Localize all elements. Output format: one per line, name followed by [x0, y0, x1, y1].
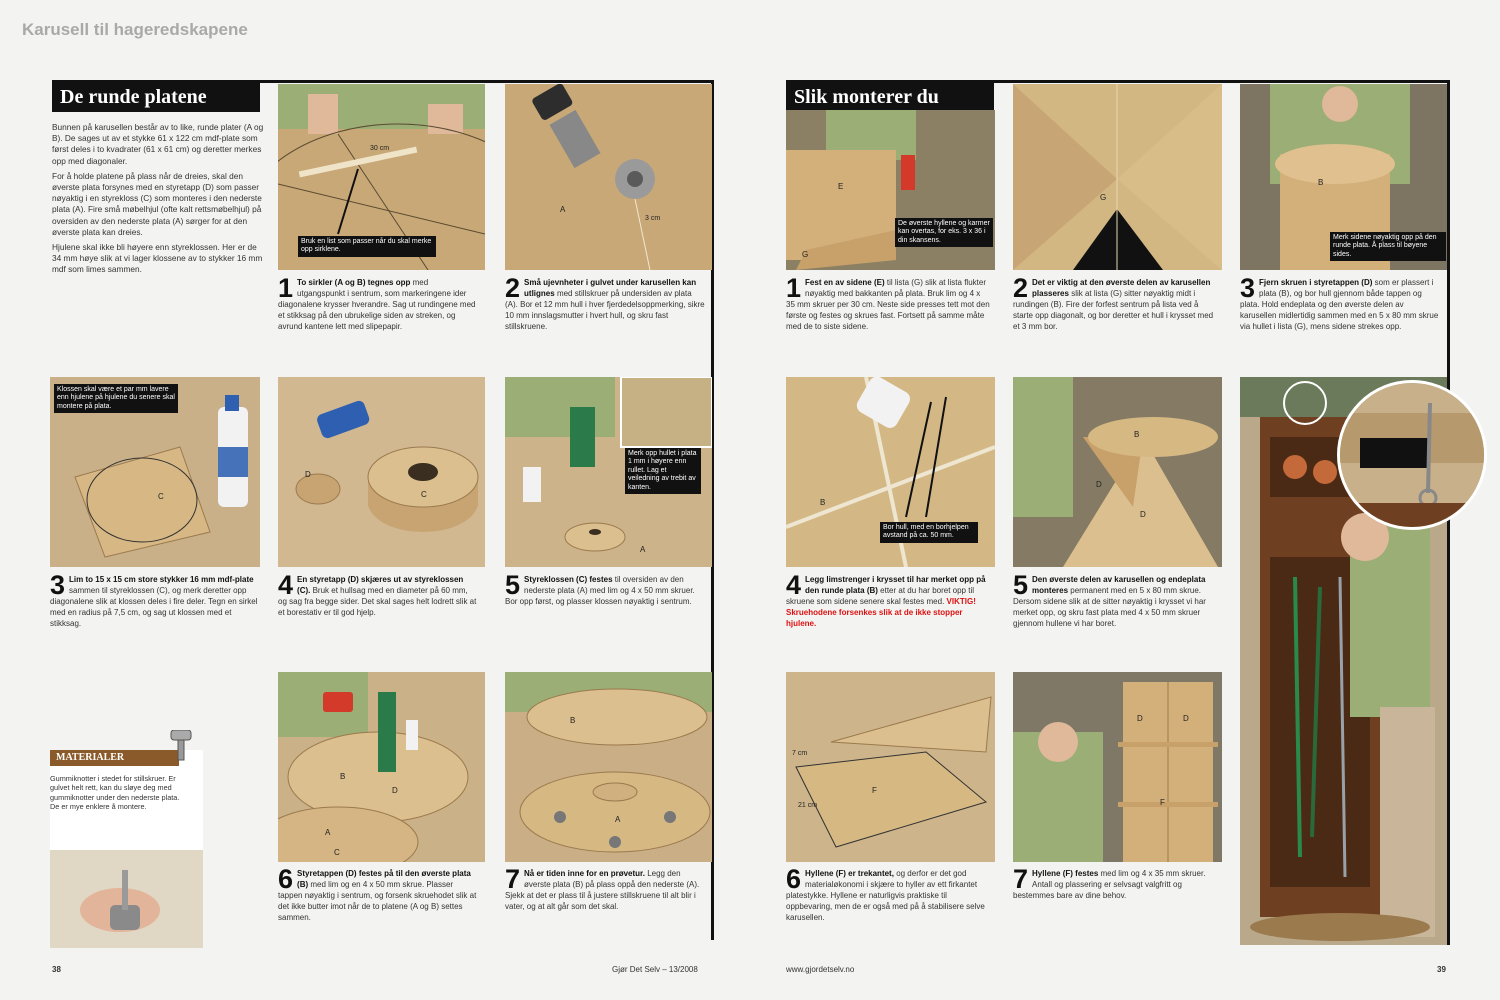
step-title: Nå er tiden inne for en prøvetur. — [524, 869, 645, 878]
left-page-number: 38 — [52, 965, 61, 974]
photo-r6-label-f: F — [872, 786, 877, 795]
photo-6-label-a: A — [325, 828, 331, 837]
step-body: som er plassert i plata (B), og bor hull gjennom både tappen og plata. Hold endeplata og den øverste delen av karusellen midlertidig sammen med en 5 x 80 mm skrue via hullet i lista (G), mens sidene strekes opp. — [1240, 278, 1439, 332]
step-title: Lim to 15 x 15 cm store stykker 16 mm mdf-plate — [69, 575, 254, 584]
step-body: etter at du har boret opp til skruene som sidene senere skal festes med. — [786, 586, 974, 607]
photo-r6-measure2: 21 cm — [798, 802, 818, 809]
step-title: Den øverste delen av karusellen og endeplata monteres — [1032, 575, 1206, 596]
photo-r5-label-d2: D — [1140, 510, 1146, 519]
step-7 — [505, 864, 705, 912]
step-title: To sirkler (A og B) tegnes opp — [297, 278, 411, 287]
step-number: 6 — [278, 864, 294, 894]
photo-r6-measure1: 7 cm — [792, 750, 808, 757]
step-title: Fjern skruen i styretappen (D) — [1259, 278, 1373, 287]
photo-r1-label-g: G — [802, 250, 809, 259]
step-5 — [505, 570, 705, 607]
step-body: med utgangspunkt i sentrum, som markeringene ider diagonalene krysser hverandre. Sag ut rundingene med et stikksag på den ubrukelige siden av streken, og avrund kantene lett med slipepapir. — [278, 278, 476, 332]
photo-3-label: C — [158, 492, 164, 501]
step-title: Det er viktig at den øverste delen av karusellen plasseres — [1032, 278, 1211, 299]
step-body: Legg den øverste plata (B) på plass oppå den nederste (A). Sjekk at det er plass til å justere stillskruene til alt blir i vater, og at alt går som det skal. — [505, 869, 700, 912]
step-body: og derfor er det god materialøkonomi i skjære to hyller av ett firkantet platestykke. Hyllene er naturligvis praktiske til oppbevaring, men de er også med på å stabilisere selve karusellen. — [786, 869, 985, 923]
photo-r-step-6 — [786, 672, 995, 862]
photo-6-label-c: C — [334, 848, 340, 857]
materials-box — [50, 750, 203, 948]
step-number: 1 — [786, 273, 802, 303]
left-footer-magazine: Gjør Det Selv – 13/2008 — [612, 965, 698, 974]
step-body: til lista (G) slik at lista flukter nøyaktig med bakkanten på plata. Bruk lim og 4 x 35 mm skruer per 30 cm. Neste side presses tett mot den første og festes og skrues fast. Fortsett på samme måte med de to siste sidene. — [786, 278, 990, 332]
step-body: med stillskruer på undersiden av plata (A). Bor et 12 mm hull i hver fjerdedelsoppmerking, sikre 10 mm innslagsmutter i hvert hull, og skru fast stillskruene. — [505, 289, 705, 332]
photo-4-label-c: C — [421, 490, 427, 499]
photo-step-2 — [505, 84, 712, 270]
photo-r1-label-e: E — [838, 182, 844, 191]
photo-5-caption: Merk opp hullet i plata 1 mm i høyere enn rullet. Lag et veiledning av trebit av kanten. — [625, 448, 701, 494]
step-r-3 — [1240, 273, 1440, 332]
detail-inset-circle — [1337, 380, 1487, 530]
materials-photo — [50, 850, 203, 948]
step-2 — [505, 273, 705, 332]
step-r-7 — [1013, 864, 1218, 901]
step-body: til oversiden av den nederste plata (A) med lim og 4 x 50 mm skruer. Bor opp først, og plasser klossen nøyaktig i sentrum. — [505, 575, 695, 607]
step-r-1 — [786, 273, 991, 332]
materials-text: Gummiknotter i stedet for stillskruer. Er gulvet helt rett, kan du sløye deg med gummiknotter under den nederste plata. De er mye enklere å montere. — [50, 774, 180, 812]
step-3 — [50, 570, 260, 629]
step-body: sammen til styreklossen (C), og merk deretter opp diagonalene slik at klossen deles i fire deler. Tegn en sirkel med en radius på 7,5 cm, og sag ut klossen med et stikksag. — [50, 586, 258, 629]
photo-4-label-d: D — [305, 470, 311, 479]
photo-r-step-2 — [1013, 84, 1222, 270]
materials-heading: MATERIALER — [50, 750, 179, 766]
step-title: En styretapp (D) skjæres ut av styreklossen (C). — [297, 575, 464, 596]
step-number: 2 — [505, 273, 521, 303]
step-number: 3 — [1240, 273, 1256, 303]
intro-text — [52, 122, 264, 279]
photo-r3-caption: Merk sidene nøyaktig opp på den runde plata. Å plass til bøyene sides. — [1330, 232, 1446, 261]
step-body: med lim og 4 x 35 mm skruer. Antall og plassering er selvsagt valgfritt og bestemmes bare av dine behov. — [1013, 869, 1206, 901]
step-title: Fest en av sidene (E) — [805, 278, 885, 287]
photo-r7-label-d1: D — [1137, 714, 1143, 723]
photo-step-7 — [505, 672, 712, 862]
step-number: 3 — [50, 570, 66, 600]
photo-1-caption: Bruk en list som passer når du skal merke opp sirklene. — [298, 236, 436, 257]
step-r-2 — [1013, 273, 1218, 332]
photo-step-6 — [278, 672, 485, 862]
photo-2-label-a: A — [560, 205, 566, 214]
materials-icon — [168, 730, 194, 764]
photo-r3-label: B — [1318, 178, 1324, 187]
intro-paragraph: For å holde platene på plass når de dreies, skal den øverste plata forsynes med en styretapp (D) som passer nøyaktig i en styrekloss (C) som monteres i den nederste plata (A). Fire små møbelhjul (ofte kalt rettsmøbelhjul) på oversiden av den nederste plata (A) sørger for at den øverste plata kan dreies. — [52, 170, 262, 237]
photo-5-label: A — [640, 545, 646, 554]
step-title: Styretappen (D) festes på til den øverste plata (B) — [297, 869, 471, 890]
photo-r5-label-b: B — [1134, 430, 1140, 439]
step-r-4 — [786, 570, 991, 629]
step-6 — [278, 864, 478, 923]
step-number: 5 — [505, 570, 521, 600]
photo-1-measure: 30 cm — [370, 145, 390, 152]
step-r-6 — [786, 864, 991, 923]
intro-paragraph: Hjulene skal ikke bli høyere enn styreklossen. Her er de 34 mm høye slik at vi lager klossene av to stykker 16 mm mdf som limes sammen. — [52, 241, 263, 275]
step-1 — [278, 273, 478, 332]
photo-r7-label-d2: D — [1183, 714, 1189, 723]
step-title: Hyllene (F) festes — [1032, 869, 1099, 878]
step-title: Små ujevnheter i gulvet under karusellen kan utlignes — [524, 278, 697, 299]
step-title: Hyllene (F) er trekantet, — [805, 869, 894, 878]
photo-r-step-5 — [1013, 377, 1222, 567]
photo-r7-label-f: F — [1160, 798, 1165, 807]
photo-2-measure: 3 cm — [645, 215, 661, 222]
step-number: 2 — [1013, 273, 1029, 303]
photo-r5-label-d1: D — [1096, 480, 1102, 489]
step-4 — [278, 570, 478, 618]
step-number: 7 — [1013, 864, 1029, 894]
step-body: med lim og en 4 x 50 mm skrue. Plasser tappen nøyaktig i sentrum, og forsenk skruehodet slik at det ikke butter imot når de to platene (A og B) settes sammen. — [278, 880, 477, 923]
step-number: 5 — [1013, 570, 1029, 600]
page-kicker: Karusell til hageredskapene — [22, 20, 248, 39]
photo-r4-caption: Bor hull, med en borhjelpen avstand på ca. 50 mm. — [880, 522, 978, 543]
step-body: slik at lista (G) sitter nøyaktig midt i rundingen (B). Fire der forfest sentrum på lista ved å starte opp diagonalt, og bor deretter et hull i krysset med et 3 mm bor. — [1013, 289, 1214, 332]
right-section-title: Slik monterer du — [786, 83, 994, 112]
right-page-number: 39 — [1437, 965, 1446, 974]
step-r-5 — [1013, 570, 1218, 629]
photo-7-label-b: B — [570, 716, 576, 725]
step-number: 4 — [786, 570, 802, 600]
photo-6-label-d: D — [392, 786, 398, 795]
step-title: Styreklossen (C) festes — [524, 575, 613, 584]
left-section-title: De runde platene — [52, 83, 260, 112]
photo-7-label-a: A — [615, 815, 621, 824]
step-body: Bruk et hullsag med en diameter på 60 mm, og sag fra begge sider. Det skal sages helt lodrett slik at et borestativ er til god hjelp. — [278, 586, 477, 618]
photo-r4-label: B — [820, 498, 826, 507]
intro-paragraph: Bunnen på karusellen består av to like, runde plater (A og B). De sages ut av et stykke 61 x 122 cm mdf-plate som først deles i to kvadrater (61 x 61 cm) og deretter merkes opp med diagonaler. — [52, 122, 264, 166]
detail-highlight-circle — [1283, 381, 1327, 425]
step-number: 6 — [786, 864, 802, 894]
photo-r1-caption: De øverste hyllene og karmer kan overtas, for eks. 3 x 36 i din skansens. — [895, 218, 993, 247]
step-number: 7 — [505, 864, 521, 894]
step-number: 4 — [278, 570, 294, 600]
right-footer-url: www.gjordetselv.no — [786, 965, 855, 974]
photo-6-label-b: B — [340, 772, 346, 781]
step-title: Legg limstrenger i krysset til har merket opp på den runde plata (B) — [805, 575, 986, 596]
step-body: permanent med en 5 x 80 mm skrue. Dersom sidene slik at de sitter nøyaktig i krysset vi har merket opp, og skru fast plata med 4 x 50 mm skruer gjennom hullene vi har boret. — [1013, 586, 1206, 629]
photo-3-caption: Klossen skal være et par mm lavere enn hjulene på hjulene du senere skal montere på plata. — [54, 384, 178, 413]
photo-r2-label-g: G — [1100, 193, 1107, 202]
step-warning: VIKTIG! Skruehodene forsenkes slik at de ikke stopper hjulene. — [786, 597, 976, 629]
photo-r-step-7 — [1013, 672, 1222, 862]
step-number: 1 — [278, 273, 294, 303]
